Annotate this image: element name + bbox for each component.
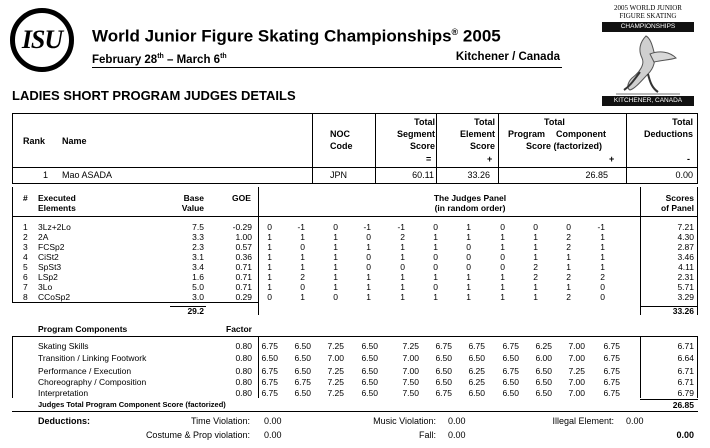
component-name: Choreography / Composition: [38, 377, 147, 387]
judge-mark: 0: [466, 262, 471, 272]
header-ded-2: Deductions: [643, 129, 693, 139]
element-base-value: 1.6: [192, 272, 204, 282]
component-judge-mark: 7.00: [568, 341, 585, 351]
judge-mark: 1: [500, 232, 505, 242]
judge-mark: -1: [363, 222, 371, 232]
element-base-value: 7.5: [192, 222, 204, 232]
component-judge-mark: 6.50: [294, 353, 311, 363]
judge-mark: 0: [600, 292, 605, 302]
judge-mark: 1: [600, 262, 605, 272]
judge-mark: 0: [500, 222, 505, 232]
header-noc-code: Code: [330, 141, 353, 151]
element-name: CiSt2: [38, 252, 59, 262]
judge-mark: 0: [433, 222, 438, 232]
summary-bottom-border: [12, 183, 698, 184]
judge-mark: 0: [300, 242, 305, 252]
element-number: 3: [23, 242, 28, 252]
judge-mark: 0: [267, 292, 272, 302]
element-score: 2.87: [677, 242, 694, 252]
element-number: 8: [23, 292, 28, 302]
event-title: World Junior Figure Skating Championships® 2005: [92, 26, 501, 46]
element-name: 3Lz+2Lo: [38, 222, 71, 232]
header-tss-2: Segment: [396, 129, 435, 139]
component-judge-mark: 6.50: [261, 353, 278, 363]
judge-mark: 1: [433, 232, 438, 242]
component-judge-mark: 6.50: [435, 353, 452, 363]
judge-mark: 2: [566, 292, 571, 302]
judge-mark: 0: [366, 252, 371, 262]
summary-header-border: [12, 167, 698, 168]
summary-divider-pcs: [498, 113, 499, 183]
element-base-value: 3.4: [192, 262, 204, 272]
element-number: 5: [23, 262, 28, 272]
judge-mark: 1: [267, 282, 272, 292]
judge-mark: 1: [300, 292, 305, 302]
title-underline: [92, 67, 562, 68]
judge-mark: 1: [267, 242, 272, 252]
element-name: 3Lo: [38, 282, 53, 292]
judge-mark: 1: [400, 252, 405, 262]
header-tss-3: Score: [409, 141, 435, 151]
judge-mark: 1: [333, 282, 338, 292]
judge-mark: -1: [597, 222, 605, 232]
element-goe: 0.36: [235, 252, 252, 262]
component-judge-mark: 7.50: [402, 388, 419, 398]
element-score: 3.46: [677, 252, 694, 262]
component-judge-mark: 6.50: [435, 377, 452, 387]
element-number: 4: [23, 252, 28, 262]
component-judge-mark: 6.25: [468, 377, 485, 387]
component-factor: 0.80: [235, 377, 252, 387]
summary-right-border: [697, 113, 698, 183]
components-top-border: [12, 336, 698, 337]
component-judge-mark: 7.00: [327, 353, 344, 363]
component-judge-mark: 6.25: [535, 341, 552, 351]
component-judge-mark: 6.50: [502, 353, 519, 363]
goe-header: GOE: [232, 193, 251, 203]
judge-mark: 1: [500, 242, 505, 252]
component-judge-mark: 6.50: [361, 388, 378, 398]
skater-figure-icon: [610, 32, 686, 96]
judge-mark: 1: [466, 272, 471, 282]
component-judge-mark: 6.50: [502, 377, 519, 387]
judge-mark: 1: [267, 272, 272, 282]
elements-header-border: [12, 216, 698, 217]
judge-mark: -1: [397, 222, 405, 232]
header-name: Name: [62, 136, 87, 146]
judge-mark: 1: [600, 252, 605, 262]
skater-tes: 33.26: [467, 170, 490, 180]
judge-mark: 0: [333, 222, 338, 232]
header-program: Program: [508, 129, 546, 139]
component-score: 6.71: [677, 366, 694, 376]
element-base-value: 3.3: [192, 232, 204, 242]
component-judge-mark: 7.00: [568, 388, 585, 398]
element-number: 7: [23, 282, 28, 292]
judge-mark: 1: [267, 232, 272, 242]
judge-mark: 1: [300, 262, 305, 272]
music-violation-label: Music Violation:: [373, 416, 436, 426]
component-judge-mark: 7.25: [327, 377, 344, 387]
component-name: Transition / Linking Footwork: [38, 353, 147, 363]
component-judge-mark: 6.50: [535, 377, 552, 387]
element-number: 2: [23, 232, 28, 242]
judge-mark: 1: [533, 292, 538, 302]
header-tes-1: Total: [474, 117, 495, 127]
time-violation-label: Time Violation:: [190, 416, 250, 426]
element-goe: 0.71: [235, 262, 252, 272]
judge-mark: 1: [566, 262, 571, 272]
executed-header-2: Elements: [38, 203, 76, 213]
isu-logo-text: ISU: [21, 25, 63, 54]
judge-mark: 1: [333, 262, 338, 272]
base-header-2: Value: [181, 203, 204, 213]
event-dates: February 28th – March 6th: [92, 53, 227, 66]
components-header: Program Components: [38, 324, 128, 334]
component-judge-mark: 6.75: [261, 388, 278, 398]
elements-num-header: #: [23, 193, 28, 203]
component-judge-mark: 6.50: [361, 366, 378, 376]
element-score: 2.31: [677, 272, 694, 282]
header-ded-1: Total: [672, 117, 693, 127]
judge-mark: 1: [466, 282, 471, 292]
component-row: [0, 388, 710, 399]
costume-violation-value: 0.00: [264, 430, 282, 440]
judge-mark: 1: [466, 232, 471, 242]
component-judge-mark: 6.75: [261, 377, 278, 387]
fall-value: 0.00: [448, 430, 466, 440]
component-judge-mark: 7.25: [327, 366, 344, 376]
component-row: [0, 366, 710, 377]
component-name: Interpretation: [38, 388, 89, 398]
component-judge-mark: 6.75: [502, 341, 519, 351]
judge-mark: 0: [267, 222, 272, 232]
judge-mark: 2: [566, 272, 571, 282]
sign-minus: -: [687, 154, 690, 164]
judge-mark: 1: [333, 242, 338, 252]
isu-logo: [10, 8, 74, 72]
judge-mark: 0: [366, 262, 371, 272]
judge-mark: 1: [366, 272, 371, 282]
component-judge-mark: 6.50: [435, 366, 452, 376]
judge-mark: 1: [366, 292, 371, 302]
sign-plus-2: +: [609, 154, 615, 164]
element-name: CCoSp2: [38, 292, 71, 302]
component-judge-mark: 6.75: [435, 388, 452, 398]
component-factor: 0.80: [235, 353, 252, 363]
header-pcs-3: Score (factorized): [526, 141, 603, 151]
judge-mark: 1: [333, 232, 338, 242]
component-judge-mark: 6.50: [361, 377, 378, 387]
judge-mark: 1: [500, 292, 505, 302]
judge-mark: 1: [433, 272, 438, 282]
deductions-top-border: [12, 411, 698, 412]
component-judge-mark: 6.75: [261, 341, 278, 351]
component-row: [0, 341, 710, 352]
component-judge-mark: 7.50: [402, 377, 419, 387]
music-violation-value: 0.00: [448, 416, 466, 426]
component-judge-mark: 6.75: [261, 366, 278, 376]
judge-mark: 1: [433, 242, 438, 252]
element-goe: 1.00: [235, 232, 252, 242]
judge-mark: 0: [600, 282, 605, 292]
judge-mark: 1: [600, 232, 605, 242]
component-judge-mark: 7.25: [402, 341, 419, 351]
component-judge-mark: 7.00: [568, 353, 585, 363]
judge-mark: 1: [466, 292, 471, 302]
judge-mark: 1: [600, 242, 605, 252]
component-judge-mark: 7.25: [327, 341, 344, 351]
element-name: FCSp2: [38, 242, 65, 252]
component-judge-mark: 6.50: [294, 388, 311, 398]
judge-mark: 2: [566, 232, 571, 242]
sign-equals: =: [426, 154, 432, 164]
component-judge-mark: 6.50: [361, 353, 378, 363]
judge-mark: 0: [433, 262, 438, 272]
component-judge-mark: 6.50: [294, 341, 311, 351]
scores-header-2: of Panel: [660, 203, 694, 213]
costume-violation-label: Costume & Prop violation:: [145, 430, 250, 440]
executed-header-1: Executed: [38, 193, 76, 203]
pcs-total: 26.85: [672, 400, 694, 410]
elements-bottom-border: [12, 302, 258, 303]
judge-mark: 0: [466, 252, 471, 262]
judge-mark: 1: [267, 252, 272, 262]
judge-mark: 1: [533, 282, 538, 292]
judge-mark: 2: [566, 242, 571, 252]
skater-rank: 1: [43, 170, 49, 180]
section-title: LADIES SHORT PROGRAM JUDGES DETAILS: [12, 88, 296, 103]
skater-noc: JPN: [330, 170, 348, 180]
element-goe: -0.29: [232, 222, 252, 232]
judge-mark: 1: [333, 272, 338, 282]
panel-header-2: (in random order): [434, 203, 506, 213]
header-tss-1: Total: [414, 117, 435, 127]
judge-mark: 1: [533, 242, 538, 252]
judge-mark: 0: [433, 282, 438, 292]
skater-pcs: 26.85: [585, 170, 608, 180]
component-row: [0, 377, 710, 388]
illegal-element-label: Illegal Element:: [552, 416, 614, 426]
component-factor: 0.80: [235, 366, 252, 376]
component-name: Performance / Execution: [38, 366, 132, 376]
component-judge-mark: 6.75: [603, 353, 620, 363]
header-pcs-1: Total: [544, 117, 565, 127]
component-judge-mark: 6.50: [502, 388, 519, 398]
element-goe: 0.71: [235, 272, 252, 282]
deductions-label: Deductions:: [38, 416, 91, 426]
component-judge-mark: 6.75: [603, 341, 620, 351]
component-judge-mark: 6.75: [435, 341, 452, 351]
element-goe: 0.29: [235, 292, 252, 302]
component-score: 6.64: [677, 353, 694, 363]
judge-mark: 0: [500, 252, 505, 262]
component-judge-mark: 6.25: [468, 366, 485, 376]
summary-divider-noc: [312, 113, 313, 183]
deductions-total: 0.00: [676, 430, 694, 440]
component-judge-mark: 6.50: [535, 388, 552, 398]
component-factor: 0.80: [235, 388, 252, 398]
event-location: Kitchener / Canada: [455, 51, 560, 63]
component-score: 6.71: [677, 341, 694, 351]
summary-top-border: [12, 113, 698, 114]
element-base-value: 2.3: [192, 242, 204, 252]
component-judge-mark: 6.50: [535, 366, 552, 376]
judge-mark: 2: [533, 262, 538, 272]
component-judge-mark: 6.75: [603, 366, 620, 376]
judge-mark: 1: [366, 282, 371, 292]
judge-mark: 0: [400, 262, 405, 272]
element-name: 2A: [38, 232, 49, 242]
judge-mark: 0: [533, 222, 538, 232]
header-tes-3: Score: [469, 141, 495, 151]
skater-deductions: 0.00: [675, 170, 693, 180]
component-judge-mark: 7.25: [327, 388, 344, 398]
component-judge-mark: 6.50: [294, 366, 311, 376]
judge-mark: 1: [300, 232, 305, 242]
base-header-1: Base: [183, 193, 204, 203]
judge-mark: 2: [300, 272, 305, 282]
judge-mark: 1: [366, 242, 371, 252]
component-judge-mark: 6.75: [294, 377, 311, 387]
judge-mark: 0: [366, 232, 371, 242]
element-number: 1: [23, 222, 28, 232]
judge-mark: 1: [566, 252, 571, 262]
component-judge-mark: 6.50: [361, 341, 378, 351]
element-number: 6: [23, 272, 28, 282]
component-score: 6.71: [677, 377, 694, 387]
judge-mark: 1: [466, 222, 471, 232]
component-judge-mark: 6.75: [603, 388, 620, 398]
component-judge-mark: 6.00: [535, 353, 552, 363]
elements-score-total: 33.26: [672, 306, 694, 316]
judge-mark: 1: [333, 252, 338, 262]
judge-mark: 0: [333, 292, 338, 302]
judge-mark: 1: [400, 272, 405, 282]
judge-mark: -1: [297, 222, 305, 232]
judge-mark: 1: [566, 282, 571, 292]
judge-mark: 1: [533, 252, 538, 262]
judge-mark: 0: [466, 242, 471, 252]
fall-label: Fall:: [418, 430, 436, 440]
judge-mark: 1: [500, 272, 505, 282]
component-judge-mark: 7.00: [402, 366, 419, 376]
component-judge-mark: 6.50: [468, 388, 485, 398]
summary-left-border: [12, 113, 13, 183]
component-row: [0, 353, 710, 364]
factor-header: Factor: [226, 324, 252, 334]
judge-mark: 1: [533, 232, 538, 242]
header-pcs-2: Component: [556, 129, 606, 139]
element-score: 4.11: [678, 262, 694, 272]
component-judge-mark: 6.75: [502, 366, 519, 376]
judge-mark: 0: [566, 222, 571, 232]
judge-mark: 0: [300, 282, 305, 292]
element-score: 4.30: [677, 232, 694, 242]
element-base-value: 5.0: [192, 282, 204, 292]
component-judge-mark: 6.50: [468, 353, 485, 363]
time-violation-value: 0.00: [264, 416, 282, 426]
pcs-total-label: Judges Total Program Component Score (factorized): [38, 400, 226, 409]
element-score: 7.21: [677, 222, 694, 232]
judge-mark: 1: [267, 262, 272, 272]
component-factor: 0.80: [235, 341, 252, 351]
component-judge-mark: 7.25: [568, 366, 585, 376]
component-judge-mark: 7.00: [568, 377, 585, 387]
component-judge-mark: 6.75: [603, 377, 620, 387]
judge-mark: 0: [500, 262, 505, 272]
judge-mark: 1: [400, 292, 405, 302]
judge-mark: 2: [533, 272, 538, 282]
header-tes-2: Element: [459, 129, 495, 139]
element-base-value: 3.0: [192, 292, 204, 302]
component-name: Skating Skills: [38, 341, 89, 351]
judge-mark: 2: [600, 272, 605, 282]
header-rank: Rank: [23, 136, 46, 146]
element-score: 3.29: [677, 292, 694, 302]
judge-mark: 1: [500, 282, 505, 292]
skater-name: Mao ASADA: [62, 170, 113, 180]
element-goe: 0.57: [235, 242, 252, 252]
component-judge-mark: 6.75: [468, 341, 485, 351]
championship-emblem: 2005 WORLD JUNIOR FIGURE SKATING CHAMPIONSHIPS KITCHENER, CANADA: [592, 4, 704, 108]
judge-mark: 2: [400, 232, 405, 242]
judge-mark: 0: [433, 252, 438, 262]
element-goe: 0.71: [235, 282, 252, 292]
judge-mark: 1: [400, 242, 405, 252]
base-value-total: 29.2: [187, 306, 204, 316]
header-noc: NOC: [330, 129, 350, 139]
element-name: SpSt3: [38, 262, 62, 272]
judge-mark: 1: [400, 282, 405, 292]
illegal-element-value: 0.00: [626, 416, 644, 426]
element-name: LSp2: [38, 272, 58, 282]
component-judge-mark: 7.00: [402, 353, 419, 363]
element-score: 5.71: [677, 282, 694, 292]
panel-header-1: The Judges Panel: [433, 193, 507, 203]
judge-mark: 1: [300, 252, 305, 262]
element-base-value: 3.1: [192, 252, 204, 262]
component-score: 6.79: [677, 388, 694, 398]
scores-header-1: Scores: [665, 193, 694, 203]
skater-tss: 60.11: [412, 170, 434, 180]
sign-plus-1: +: [487, 154, 493, 164]
judge-mark: 1: [433, 292, 438, 302]
